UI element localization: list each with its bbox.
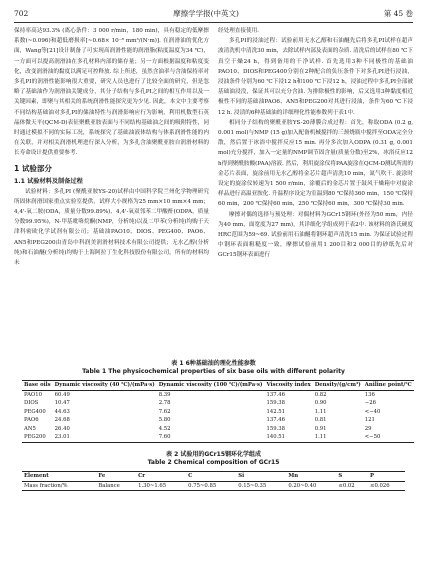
- table-cell: 0.90: [314, 400, 327, 407]
- table-header-row: [22, 472, 405, 482]
- table-cell: 137.46: [266, 417, 286, 424]
- table1: [22, 380, 414, 443]
- table-row: [22, 390, 414, 399]
- section-heading: 1 试验部分: [14, 163, 52, 173]
- column-header: Mn: [288, 473, 299, 480]
- table-cell: 5.80: [158, 417, 171, 424]
- table-cell: 136: [364, 391, 375, 398]
- page-number: 702: [14, 8, 29, 18]
- table-cell: 0.75~0.85: [188, 482, 217, 489]
- table-cell: 8.39: [158, 391, 171, 398]
- table2: [22, 471, 405, 491]
- table-cell: 10.47: [54, 400, 70, 407]
- table-cell: PAO10: [24, 391, 42, 398]
- table-cell: 0.91: [314, 425, 327, 432]
- paragraph: 经处理直接使用.: [218, 28, 259, 34]
- column-header: Cr: [138, 473, 146, 480]
- table-cell: 1.30~1.65: [138, 482, 167, 489]
- table-cell: 142.51: [266, 408, 286, 415]
- table-cell: 1.11: [314, 434, 327, 441]
- table-cell: 0.82: [314, 391, 327, 398]
- table-cell: 7.60: [158, 434, 171, 441]
- table-row: [22, 416, 414, 425]
- table-cell: 0.20~0.40: [288, 482, 317, 489]
- table-cell: 4.52: [158, 425, 171, 432]
- column-header: Base oils: [24, 382, 51, 389]
- column-header: Viscosity index: [266, 382, 311, 389]
- table-cell: 26.40: [54, 425, 70, 432]
- table-cell: 44.63: [54, 408, 70, 415]
- table-cell: <−50: [364, 434, 381, 441]
- table-cell: 24.68: [54, 417, 70, 424]
- table2-caption-cn: 表 2 试验用的GCr15钢环化学组成: [166, 451, 261, 458]
- table-cell: PEG200: [24, 434, 46, 441]
- table-cell: 159.38: [266, 400, 286, 407]
- table1-caption-en: Table 1 The physicochemical properties of six base oils with different polarity: [82, 368, 345, 375]
- page-header: [14, 6, 413, 23]
- column-header: Fe: [98, 473, 106, 480]
- table-cell: ≤0.026: [370, 482, 390, 489]
- table-cell: −26: [364, 400, 376, 407]
- left-column: [14, 26, 209, 358]
- table-cell: 159.38: [266, 425, 286, 432]
- table-cell: 0.15~0.35: [238, 482, 267, 489]
- table-row: [22, 399, 414, 408]
- journal-name: 摩擦学学报(中英文): [173, 8, 239, 18]
- table-cell: 140.51: [266, 434, 286, 441]
- table-cell: 23.01: [54, 434, 70, 441]
- paragraph: 多孔PI的浸油过程：试验前用无水乙醇和石油醚先后将多孔PI试样在超声波清洗机中清洗30 min，去除试样内部及表面的杂质. 清洗后的试样在80 ℃下真空干燥24 h，得到备用的干净试样. 首先选用3种不同极性的基础油PAO10、DIOS和PEG400分别在2种配合的负压条件下对多孔PI进行浸油，浸油条件分别为60 ℃下浸12 h和100 ℃下浸12 h，浸油过程中多孔PI全部被基础油浸没，保证其可以充分含油. 为排除极性的影响，后又选用3种黏度相近极性不同的基础油PAO6、AN5和PEG200对其进行浸油，条件为60 ℃下浸12 h. 浸渍的6种基础油的详细理化性能参数列于表1中.: [218, 38, 413, 116]
- paragraph: 摩擦对偶的选择与预处理：对偶材料为GCr15钢环(外径为50 mm，内径为40 mm，面宽度为27 mm)，其详细化学组成列于表2中. 该材料的洛氏硬度HRC范围为59~69. 试验前用石油醚将钢环超声清洗15 min. 为保证试验过程中钢环表面粗糙度一致，摩擦试验前用1 200目和2 000目的砂纸先后对GCr15钢环表面进行: [218, 211, 413, 259]
- table2-caption: [14, 451, 413, 467]
- table-cell: Mass fraction/%: [24, 482, 68, 489]
- table-row: [22, 433, 414, 442]
- table-row: [22, 481, 405, 491]
- paragraph: 试验材料：多孔PI (聚酰亚胺YS-20)试样由中国科学院兰州化学物理研究所固体润滑国家重点实验室提供，试样大小规格为25 mm×10 mm×4 mm；4,4'-氧二胺(ODA，质量分数99.89%)、4,4'-氧双邻苯二甲酸酐(ODPA，质量分数99.95%)，N-甲基吡咯烷酮(NMP，分析纯)以及二甲苯(分析纯)均购于天津科密欧化学试剂有限公司；基础油PAO10、DIOS、PEG400、PAO6、AN5和PEG200由青岛中科润美润滑材料技术有限公司提供；无水乙醇(分析纯)和石油醚(分析纯)均购于上海阿拉丁生化科技股份有限公司，所有的材料均未: [14, 188, 209, 267]
- table-cell: 29: [364, 425, 372, 432]
- column-header: S: [338, 473, 343, 480]
- table-cell: 60.49: [54, 391, 70, 398]
- table-cell: 2.78: [158, 400, 171, 407]
- table1-caption: [14, 360, 413, 376]
- column-header: Aniline point/℃: [364, 382, 412, 389]
- table-cell: <−40: [364, 408, 381, 415]
- paragraph: 保持率高达93.3% (离心条件：3 000 r/min，180 min)，具有稳定的低摩擦系数(~0.096)和超低磨损率[~0.68× 10⁻⁸ mm³/(N·m)]. 在润滑油的优化方面，Wang等[21]设计制备了可实现高润滑性能的润滑脂(粘度温度为34 ℃)，一方面可以提高润滑油在多孔材料内部的储存量；另一方面根据温度和粘度变化，改变润滑油的黏度以满足可控释放. 综上所述，虽然含油率与含油保持率对多孔PI的润滑性能影响很大重要，研究人员也进行了比较全面的研究，但是忽略了基础油作为润滑油关键成分，其分子结构与多孔PI之间的相互作用以及一关键因素，即聚与其相关的系统润滑性能探究更为少见. 因此，本文中主要考察不同结构基础油对多孔PI的储油特性与润滑影响应行为影响，利用机数型石英晶体微天平(QCM-D)表征聚酰亚胺表面与不同结构基础油之间的吸附特性，同时通过模拟不同的实际工况，系统探究了基础油液体结构与体系润滑性能的内在关联，并对相关润滑机理进行深入分析，为多孔含油聚酰亚胺自润滑材料的长寿命设计提供重要参考.: [14, 28, 209, 157]
- table-cell: 0.81: [314, 417, 327, 424]
- column-header: Element: [24, 473, 49, 480]
- table-row: [22, 425, 414, 434]
- table-cell: 137.46: [266, 391, 286, 398]
- volume-label: 第 45 卷: [383, 8, 413, 18]
- right-column: [218, 26, 413, 358]
- body-columns: [14, 26, 413, 358]
- table-cell: ≤0.02: [338, 482, 355, 489]
- table-cell: 121: [364, 417, 375, 424]
- table-cell: PEG400: [24, 408, 46, 415]
- table-cell: PAO6: [24, 417, 39, 424]
- table-cell: DIOS: [24, 400, 39, 407]
- subsection-heading: 1.1 试验材料及制备过程: [14, 177, 83, 185]
- table2-caption-en: Table 2 Chemical composition of GCr15: [147, 459, 280, 466]
- paragraph: 相同分子结构的聚酰亚胺YS-20薄膜合成过程：首先，称取ODA (0.2 g, 0.001 mol)与NMP (15 g)加入配备机械搅拌的三颈烧瓶中搅拌至ODA完全分散，然后置于冰浴中搅拌反应15 min. 再分多次加入ODPA (0.31 g, 0.001 mol)充分搅拌，加入一定量的NMP调节固含量(质量分数)至2%，冰浴反应12 h得到聚酰胺酸(PAA)溶液. 然后，利用旋涂仪将PAA旋涂在QCM-D测试所需的金芯片表面，旋涂前用无水乙醇将金芯片超声清洗10 min，氮气吹干. 旋涂时设定的旋涂仪转速为1 500 r/min，涂覆后的金芯片置于鼓风干燥箱中对旋涂样品进行高温亚胺化. 升温程序设定为室温到80 ℃保持360 min，150 ℃保持60 min，200 ℃保持60 min，250 ℃保持60 min，300 ℃保持30 min.: [218, 119, 413, 208]
- column-header: P: [370, 473, 375, 480]
- table-cell: 7.62: [158, 408, 171, 415]
- table-header-row: [22, 381, 414, 391]
- table-cell: AN5: [24, 425, 36, 432]
- table-cell: 1.11: [314, 408, 327, 415]
- table1-caption-cn: 表 1 6种基础油的理化性能参数: [171, 360, 256, 367]
- table-row: [22, 408, 414, 417]
- column-header: Si: [238, 473, 245, 480]
- column-header: Dynamic viscosity (40 ℃)/(mPa·s): [54, 382, 155, 389]
- table-cell: Balance: [98, 482, 120, 489]
- column-header: Density/(g/cm³): [314, 382, 361, 389]
- column-header: Dynamic viscosity (100 ℃)/(mPa·s): [158, 382, 263, 389]
- column-header: C: [188, 473, 193, 480]
